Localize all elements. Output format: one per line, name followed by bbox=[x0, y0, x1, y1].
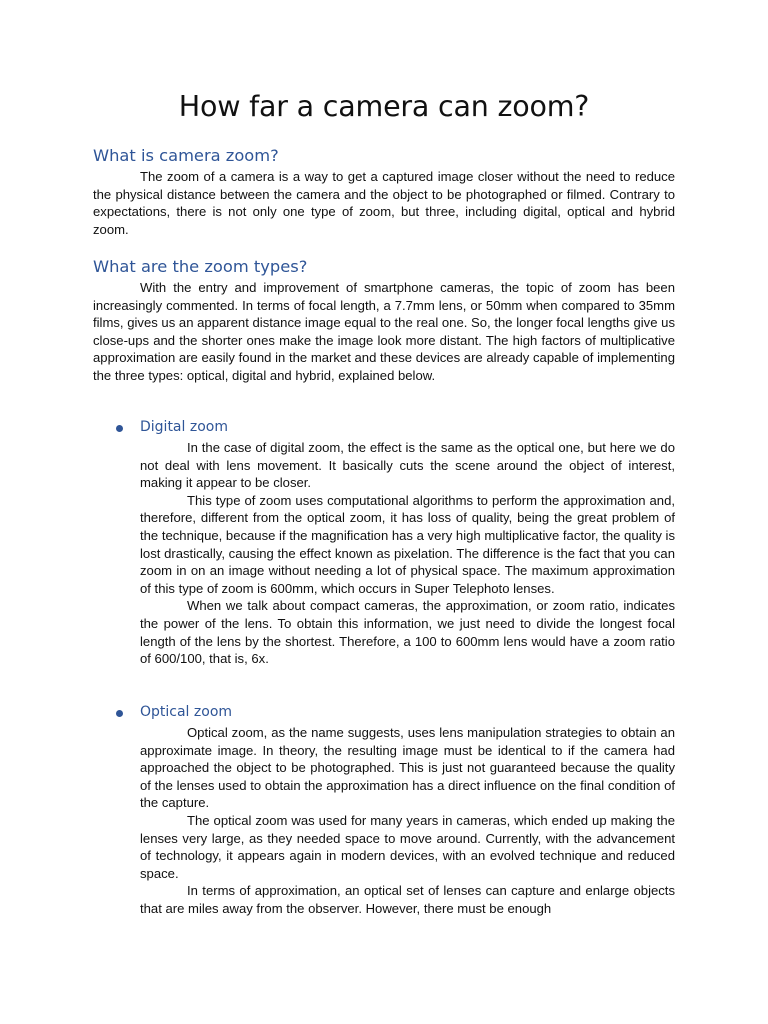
heading-digital-zoom: Digital zoom bbox=[140, 419, 228, 435]
section-optical-body bbox=[140, 724, 675, 918]
bullet-icon bbox=[116, 710, 123, 717]
paragraph: Optical zoom, as the name suggests, uses lens manipulation strategies to obtain an approximate image. In theory, the resulting image must be identical to if the camera had approached the object to be photographed. This is just not guaranteed because the quality of the lenses used to obtain the approximation has a direct influence on the final condition of the capture. bbox=[140, 725, 675, 811]
heading-what-are-zoom-types: What are the zoom types? bbox=[93, 257, 308, 276]
page-title: How far a camera can zoom? bbox=[178, 90, 590, 123]
paragraph: In the case of digital zoom, the effect is the same as the optical one, but here we do not deal with lens movement. It basically cuts the scene around the object of interest, making it appear to be closer. bbox=[140, 440, 675, 491]
bullet-icon bbox=[116, 425, 123, 432]
paragraph: With the entry and improvement of smartphone cameras, the topic of zoom has been increasingly commented. In terms of focal length, a 7.7mm lens, or 50mm when compared to 35mm films, gives us an apparent distance image equal to the real one. So, the longer focal lengths give us close-ups and the shorter ones make the image look more distant. The high factors of multiplicative approximation are easily found in the market and these devices are already capable of implementing the three types: optical, digital and hybrid, explained below. bbox=[93, 280, 675, 383]
paragraph: When we talk about compact cameras, the approximation, or zoom ratio, indicates the power of the lens. To obtain this information, we just need to divide the longest focal length of the lens by the shortest. Therefore, a 100 to 600mm lens would have a zoom ratio of 600/100, that is, 6x. bbox=[140, 598, 675, 667]
section-types-body bbox=[93, 279, 675, 385]
paragraph: The optical zoom was used for many years in cameras, which ended up making the lenses very large, as they needed space to move around. Currently, with the advancement of technology, it appears again in modern devices, with an evolved technique and reduced space. bbox=[140, 812, 675, 881]
section-what-is-body bbox=[93, 168, 675, 238]
paragraph: This type of zoom uses computational algorithms to perform the approximation and, therefore, different from the optical zoom, it has loss of quality, being the great problem of the technique, because if the magnification has a very high multiplicative factor, the quality is lost drastically, causing the effect known as pixelation. The difference is the fact that you can zoom in on an image without needing a lot of physical space. The maximum approximation of this type of zoom is 600mm, which occurs in Super Telephoto lenses. bbox=[140, 492, 675, 596]
paragraph: The zoom of a camera is a way to get a captured image closer without the need to reduce the physical distance between the camera and the object to be photographed or filmed. Contrary to expectations, there is not only one type of zoom, but three, including digital, optical and hybrid zoom. bbox=[93, 169, 675, 237]
heading-optical-zoom: Optical zoom bbox=[140, 704, 233, 720]
section-digital-body bbox=[140, 439, 675, 668]
paragraph: In terms of approximation, an optical set of lenses can capture and enlarge objects that are miles away from the observer. However, there must be enough bbox=[140, 883, 675, 916]
heading-what-is-camera-zoom: What is camera zoom? bbox=[93, 146, 279, 165]
